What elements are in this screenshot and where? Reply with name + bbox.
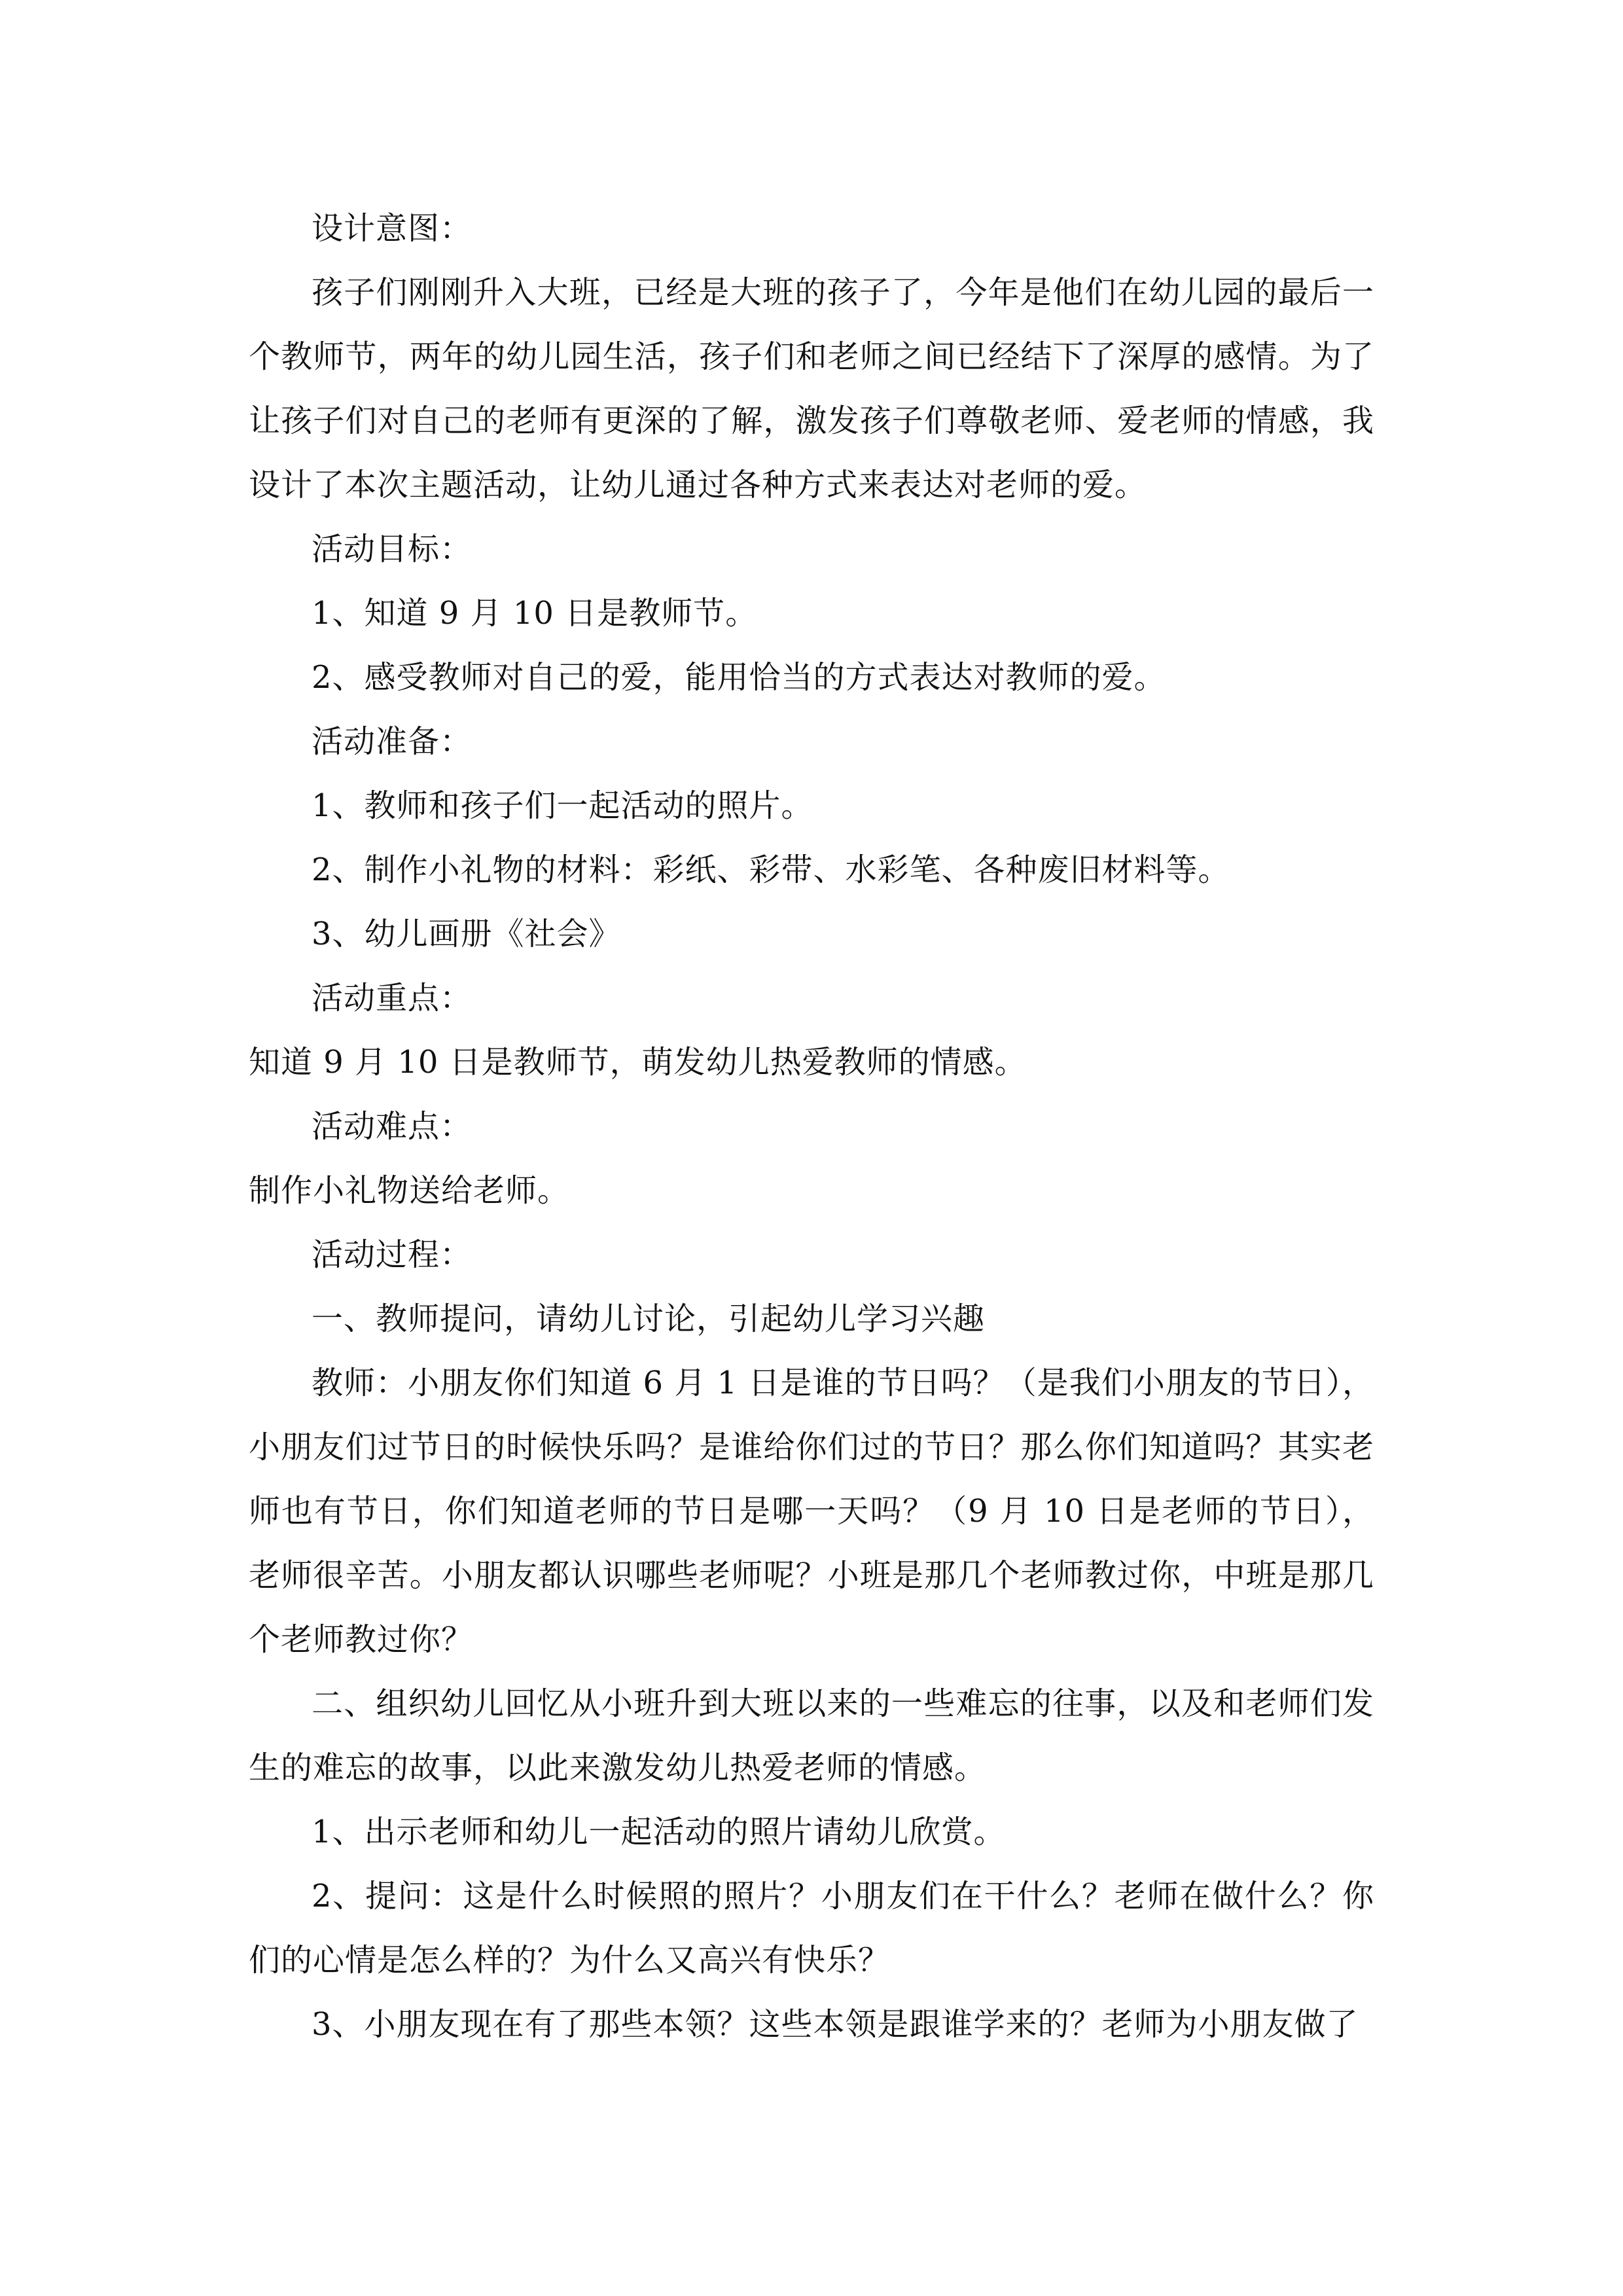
document-body (249, 196, 1374, 2056)
list-item-step2-3: 3、小朋友现在有了那些本领？这些本领是跟谁学来的？老师为小朋友做了 (312, 2006, 1359, 2043)
heading-design-intent: 设计意图： (312, 210, 473, 247)
heading-difficulty: 活动难点： (312, 1108, 473, 1145)
section-step-2: 二、组织幼儿回忆从小班升到大班以来的一些难忘的往事，以及和老师们发生的难忘的故事，以此来激发幼儿热爱老师的情感。 (249, 1685, 1374, 1786)
list-item-prep-3: 3、幼儿画册《社会》 (312, 916, 621, 952)
section-step-1: 一、教师提问，请幼儿讨论，引起幼儿学习兴趣 (312, 1300, 986, 1337)
list-item-step2-2: 2、提问：这是什么时候照的照片？小朋友们在干什么？老师在做什么？你们的心情是怎么样的？为什么又高兴有快乐？ (249, 1878, 1374, 1979)
list-item-goal-1: 1、知道 9 月 10 日是教师节。 (312, 595, 758, 632)
paragraph-key-point: 知道 9 月 10 日是教师节，萌发幼儿热爱教师的情感。 (249, 1044, 1027, 1081)
list-item-prep-1: 1、教师和孩子们一起活动的照片。 (312, 787, 813, 824)
list-item-prep-2: 2、制作小礼物的材料：彩纸、彩带、水彩笔、各种废旧材料等。 (312, 852, 1230, 888)
paragraph-difficulty: 制作小礼物送给老师。 (249, 1172, 570, 1209)
heading-activity-goals: 活动目标： (312, 531, 473, 567)
paragraph-teacher-dialogue: 教师：小朋友你们知道 6 月 1 日是谁的节日吗？（是我们小朋友的节日），小朋友们过节日的时候快乐吗？是谁给你们过的节日？那么你们知道吗？其实老师也有节日，你们知道老师的节日是哪一天吗？（9 月 10 日是老师的节日），老师很辛苦。小朋友都认识哪些老师呢？小班是那几个老师教过你，中班是那几个老师教过你？ (249, 1365, 1374, 1658)
heading-activity-process: 活动过程： (312, 1236, 473, 1273)
heading-activity-prep: 活动准备： (312, 723, 473, 760)
list-item-goal-2: 2、感受教师对自己的爱，能用恰当的方式表达对教师的爱。 (312, 659, 1166, 696)
paragraph-design-intent: 孩子们刚刚升入大班，已经是大班的孩子了，今年是他们在幼儿园的最后一个教师节，两年的幼儿园生活，孩子们和老师之间已经结下了深厚的感情。为了让孩子们对自己的老师有更深的了解，激发孩子们尊敬老师、爱老师的情感，我设计了本次主题活动，让幼儿通过各种方式来表达对老师的爱。 (249, 274, 1374, 503)
list-item-step2-1: 1、出示老师和幼儿一起活动的照片请幼儿欣赏。 (312, 1814, 1006, 1850)
heading-key-point: 活动重点： (312, 980, 473, 1016)
